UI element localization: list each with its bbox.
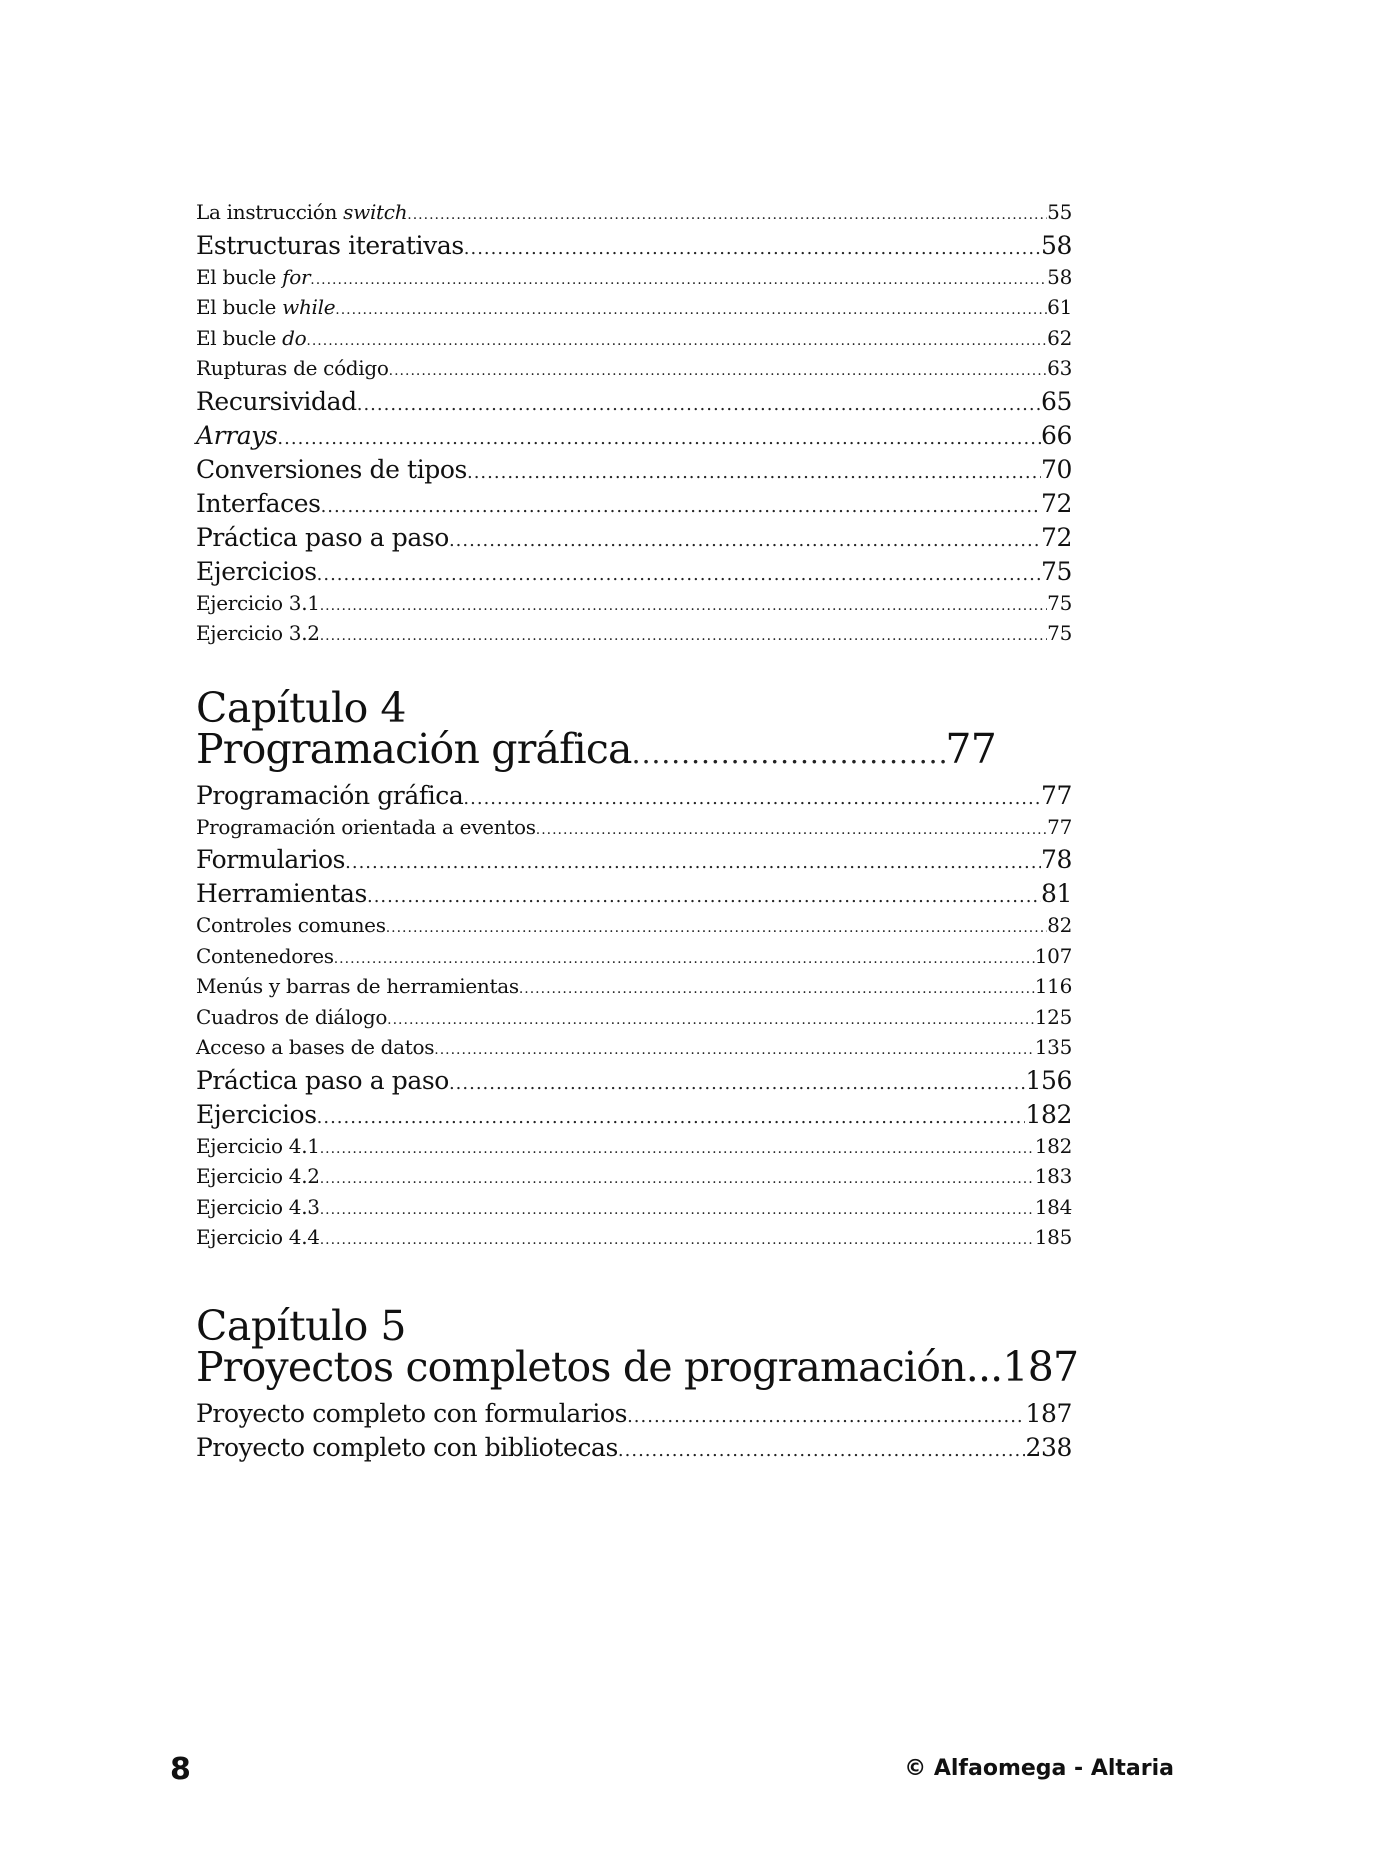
chapter-label: Capítulo 5 [196, 1301, 406, 1350]
toc-entry-text: Acceso a bases de datos [196, 1035, 435, 1059]
toc-entry-page: 75 [1047, 621, 1072, 645]
toc-entry-page: 55 [1047, 200, 1072, 224]
leader-dots [334, 951, 1035, 967]
chapter-label: Capítulo 4 [196, 683, 406, 732]
toc-entry-title [196, 1035, 434, 1059]
toc-entry-text: Proyecto completo con bibliotecas [196, 1432, 618, 1462]
toc-section-chapter5 [196, 1399, 1072, 1467]
toc-entry [196, 879, 1072, 913]
toc-entry-text: Ejercicio 3.1 [196, 590, 320, 615]
leader-dots [449, 1073, 1026, 1094]
toc-entry-title [196, 1225, 320, 1249]
toc-entry-title [196, 845, 345, 874]
toc-entry-page: 63 [1047, 356, 1072, 380]
toc-entry-page: 77 [1040, 780, 1072, 810]
leader-dots [632, 740, 946, 768]
toc-entry-page: 70 [1040, 454, 1072, 484]
toc-entry-italic-term: while [282, 295, 336, 319]
leader-dots [320, 1171, 1035, 1187]
toc-entry [196, 421, 1072, 455]
toc-entry-page: 182 [1025, 1099, 1072, 1129]
toc-entry-page: 72 [1040, 522, 1072, 552]
leader-dots [627, 1406, 1025, 1427]
leader-dots [317, 564, 1041, 585]
toc-entry-text: El bucle [196, 325, 283, 350]
toc-entry-title [196, 231, 464, 260]
leader-dots [449, 530, 1041, 551]
leader-dots [464, 238, 1041, 259]
toc-entry-italic-term: Arrays [196, 420, 278, 450]
toc-entry-page: 125 [1034, 1004, 1072, 1029]
toc-entry-page: 156 [1025, 1065, 1072, 1095]
leader-dots [463, 788, 1041, 809]
toc-entry [196, 1134, 1072, 1165]
leader-dots [467, 462, 1041, 483]
toc-entry-page: 66 [1040, 420, 1072, 450]
toc-entry [196, 557, 1072, 591]
toc-entry-text: Ejercicios [196, 1099, 317, 1129]
toc-entry-text: Práctica paso a paso [196, 522, 449, 552]
toc-entry-page: 61 [1047, 295, 1072, 319]
toc-entry-title [196, 1066, 449, 1095]
toc-entry [196, 1100, 1072, 1134]
toc-entry [196, 621, 1072, 652]
toc-entry-page: 75 [1040, 556, 1072, 586]
toc-entry [196, 326, 1072, 357]
leader-dots [345, 852, 1041, 873]
leader-dots [519, 981, 1035, 997]
toc-section-chapter4 [196, 781, 1072, 1256]
leader-dots [407, 207, 1047, 223]
toc-entry-text: Programación orientada a eventos [196, 814, 536, 839]
toc-entry-text: Ejercicio 4.4 [196, 1225, 320, 1249]
leader-dots [434, 1042, 1034, 1058]
toc-entry-page: 116 [1034, 974, 1072, 998]
toc-entry-text: Ejercicios [196, 556, 317, 586]
toc-entry-page: 81 [1040, 879, 1072, 908]
toc-entry [196, 1433, 1072, 1467]
toc-entry [196, 944, 1072, 975]
chapter-page: 77 [945, 724, 996, 773]
toc-entry [196, 1164, 1072, 1195]
toc-entry [196, 356, 1072, 387]
toc-entry-text: Herramientas [196, 879, 367, 908]
leader-dots [320, 1141, 1035, 1157]
toc-entry [196, 974, 1072, 1005]
toc-entry-text: Programación gráfica [196, 780, 464, 810]
leader-dots [321, 496, 1041, 517]
toc-entry-page: 182 [1034, 1133, 1072, 1158]
toc-entry-title [196, 913, 386, 937]
toc-entry [196, 455, 1072, 489]
toc-entry [196, 1035, 1072, 1066]
chapter-title-row [196, 724, 996, 781]
toc-entry-text: Rupturas de código [196, 356, 389, 380]
toc-entry-text: Contenedores [196, 943, 334, 968]
leader-dots [320, 1232, 1035, 1248]
toc-entry-text: Interfaces [196, 488, 321, 518]
leader-dots [310, 272, 1047, 288]
toc-entry-page: 58 [1040, 230, 1072, 260]
toc-entry [196, 387, 1072, 421]
toc-entry-title [196, 557, 317, 586]
toc-entry-text: La instrucción [196, 200, 344, 224]
toc-entry-page: 183 [1034, 1164, 1072, 1188]
toc-entry-title [196, 815, 536, 839]
toc-entry [196, 1005, 1072, 1036]
toc-entry-text: Formularios [196, 845, 346, 874]
toc-entry [196, 1195, 1072, 1226]
toc-entry-text: Ejercicio 4.1 [196, 1133, 320, 1158]
leader-dots [335, 302, 1047, 318]
toc-entry-page: 75 [1047, 590, 1072, 615]
page-number: 8 [170, 1752, 191, 1787]
toc-entry [196, 1399, 1072, 1433]
toc-entry-title [196, 1005, 387, 1029]
toc-entry-title [196, 387, 357, 416]
toc-entry-title [196, 326, 306, 350]
chapter-title: Programación gráfica [196, 724, 632, 773]
toc-section-chapter3-continued [196, 200, 1072, 652]
toc-entry-page: 187 [1025, 1398, 1072, 1428]
toc-entry-title [196, 1195, 320, 1219]
toc-entry-text: Controles comunes [196, 913, 386, 937]
toc-entry-text: Práctica paso a paso [196, 1065, 449, 1095]
toc-entry-title [196, 1399, 627, 1428]
toc-entry-italic-term: do [282, 325, 307, 350]
toc-entry-page: 58 [1047, 264, 1072, 289]
toc-entry [196, 591, 1072, 622]
toc-entry-page: 238 [1025, 1432, 1072, 1462]
toc-entry-title [196, 265, 310, 289]
toc-entry-title [196, 356, 389, 380]
toc-entry-title [196, 944, 334, 968]
toc-entry-title [196, 455, 467, 484]
toc-entry-title [196, 523, 449, 552]
toc-entry [196, 200, 1072, 231]
chapter-page: 187 [1002, 1342, 1079, 1391]
toc-entry-title [196, 1433, 618, 1462]
toc-entry-title [196, 879, 367, 908]
toc-entry-text: El bucle [196, 295, 283, 319]
leader-dots [320, 598, 1047, 614]
toc-entry-text: Ejercicio 3.2 [196, 621, 320, 645]
leader-dots [277, 428, 1041, 449]
toc-entry-title [196, 1164, 320, 1188]
toc-entry [196, 523, 1072, 557]
toc-entry-title [196, 781, 463, 810]
toc-entry [196, 489, 1072, 523]
toc-entry-page: 135 [1034, 1035, 1072, 1059]
toc-entry-text: Conversiones de tipos [196, 454, 467, 484]
toc-entry-text: Recursividad [196, 386, 357, 416]
copyright-notice: © Alfaomega - Altaria [904, 1756, 1174, 1781]
toc-entry-title [196, 421, 277, 450]
toc-entry-title [196, 974, 519, 998]
toc-entry-title [196, 295, 335, 319]
toc-entry-title [196, 591, 320, 615]
toc-entry [196, 781, 1072, 815]
toc-entry-title [196, 200, 407, 224]
toc-entry [196, 815, 1072, 846]
toc-entry-italic-term: switch [343, 200, 408, 224]
chapter-title: Proyectos completos de programación... [196, 1342, 1003, 1391]
leader-dots [357, 394, 1041, 415]
toc-entry-page: 62 [1047, 325, 1072, 350]
toc-entry-title [196, 1100, 317, 1129]
toc-entry-text: Ejercicio 4.3 [196, 1194, 320, 1219]
toc-entry-title [196, 1134, 320, 1158]
toc-entry-text: Menús y barras de herramientas [196, 974, 519, 998]
toc-entry [196, 1066, 1072, 1100]
chapter-title-row [196, 1342, 1079, 1399]
toc-entry-text: El bucle [196, 264, 283, 289]
toc-entry-text: Cuadros de diálogo [196, 1004, 388, 1029]
toc-entry-text: Proyecto completo con formularios [196, 1398, 628, 1428]
toc-entry-text: Estructuras iterativas [196, 230, 464, 260]
toc-entry [196, 265, 1072, 296]
leader-dots [320, 1202, 1035, 1218]
leader-dots [367, 886, 1041, 907]
toc-entry-text: Ejercicio 4.2 [196, 1164, 320, 1188]
toc-entry [196, 845, 1072, 879]
toc-entry-page: 72 [1040, 488, 1072, 518]
toc-entry-page: 65 [1040, 386, 1072, 416]
toc-entry-page: 77 [1047, 814, 1072, 839]
toc-entry [196, 295, 1072, 326]
toc-entry [196, 913, 1072, 944]
leader-dots [306, 333, 1047, 349]
leader-dots [386, 920, 1047, 936]
toc-entry-italic-term: for [282, 264, 311, 289]
toc-entry-page: 78 [1040, 845, 1072, 874]
toc-entry [196, 231, 1072, 265]
leader-dots [387, 1012, 1035, 1028]
toc-entry-page: 82 [1047, 913, 1072, 937]
toc-entry-page: 107 [1034, 943, 1072, 968]
leader-dots [389, 363, 1047, 379]
table-of-contents [196, 200, 1079, 1467]
toc-entry-page: 184 [1034, 1194, 1072, 1219]
toc-entry-title [196, 621, 320, 645]
leader-dots [317, 1107, 1026, 1128]
toc-entry [196, 1225, 1072, 1256]
toc-entry-title [196, 489, 321, 518]
leader-dots [320, 628, 1047, 644]
toc-entry-page: 185 [1034, 1225, 1072, 1249]
leader-dots [618, 1440, 1026, 1461]
leader-dots [536, 822, 1047, 838]
